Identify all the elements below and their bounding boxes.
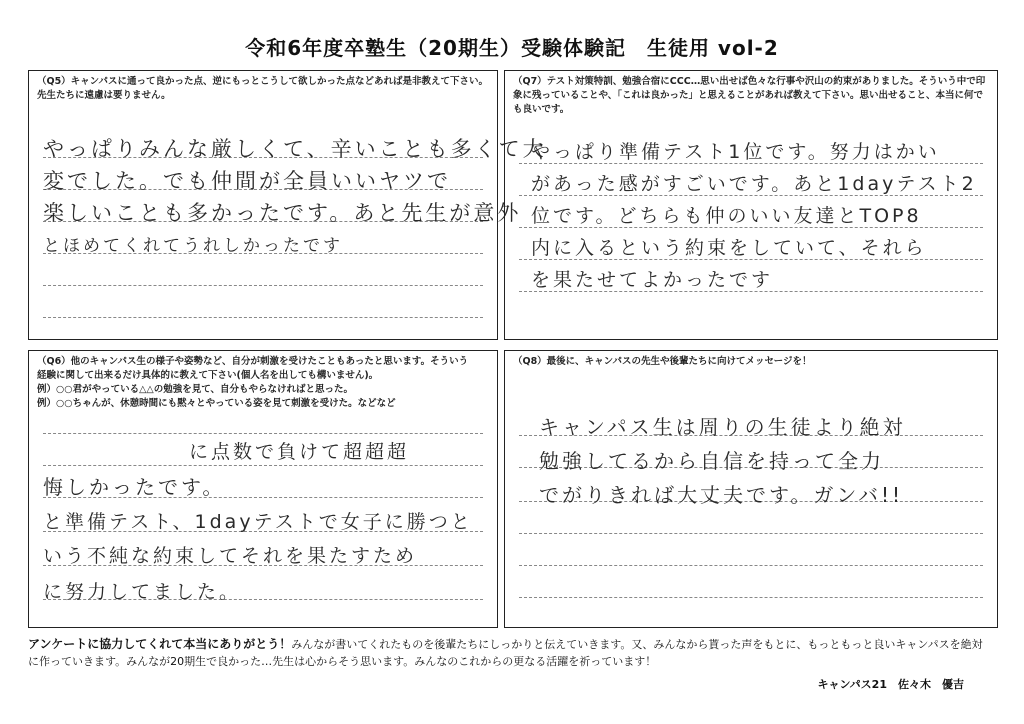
q5-answer-line-3: 楽しいことも多かったです。あと先生が意外 bbox=[43, 201, 522, 225]
q8-answer-line-3: でがりきれば大丈夫です。ガンバ!! bbox=[539, 483, 904, 507]
q6-question-line-4: 例）○○ちゃんが、休憩時間にも黙々とやっている姿を見て刺激を受けた。などなど bbox=[37, 398, 396, 409]
q7-answer-line-1: やっぱり準備テスト1位です。努力はかい bbox=[531, 141, 940, 163]
q6-answer-line-3: と準備テスト、1dayテストで女子に勝つと bbox=[43, 511, 473, 533]
q6-question-line-2: 経験に関して出来るだけ具体的に教えて下さい(個人名を出しても構いません)。 bbox=[37, 370, 379, 381]
signature: キャンパス21 佐々木 優吉 bbox=[817, 678, 964, 691]
q8-box bbox=[504, 350, 998, 628]
q5-question: （Q5）キャンパスに通って良かった点、逆にもっとこうして欲しかった点などあれば是非教えて下さい。先生たちに遠慮は要りません。 bbox=[37, 76, 489, 101]
q7-question: （Q7）テスト対策特訓、勉強合宿にCCC…思い出せば色々な行事や沢山の約束がありました。そういう中で印象に残っていることや、「これは良かった」と思えることがあれば教えて下さい。思い出せること、本当に何でも良いです。 bbox=[513, 76, 986, 115]
q5-box bbox=[28, 70, 547, 340]
footer-body: みんなが書いてくれたものを後輩たちにしっかりと伝えていきます。又、みんなから貰った声をもとに、もっともっと良いキャンパスを絶対に作っていきます。みんなが20期生で良かった…先生は心からそう思います。みんなのこれからの更なる活躍を祈っています！ bbox=[28, 638, 983, 668]
q7-answer-line-3: 位です。どちらも仲のいい友達とTOP8 bbox=[531, 205, 922, 227]
footer-lead: アンケートに協力してくれて本当にありがとう！ bbox=[28, 637, 292, 651]
q6-answer-line-4: いう不純な約束してそれを果たすため bbox=[43, 545, 418, 567]
page-title: 令和6年度卒塾生（20期生）受験体験記 生徒用 vol-2 bbox=[245, 36, 779, 60]
q6-answer-line-2: 悔しかったです。 bbox=[43, 475, 226, 499]
q6-answer-line-1: に点数で負けて超超超 bbox=[189, 441, 410, 463]
q5-answer-line-4: とほめてくれてうれしかったです bbox=[43, 236, 343, 256]
q7-box bbox=[504, 70, 998, 340]
q6-question-line-1: （Q6）他のキャンパス生の様子や姿勢など、自分が刺激を受けたこともあったと思います。そういう bbox=[37, 356, 469, 367]
q8-answer-line-2: 勉強してるから自信を持って全力 bbox=[539, 449, 884, 473]
q6-answer-line-5: に努力してました。 bbox=[43, 581, 242, 603]
q8-question: （Q8）最後に、キャンパスの先生や後輩たちに向けてメッセージを！ bbox=[513, 356, 812, 367]
q5-answer-line-1: やっぱりみんな厳しくて、辛いことも多くて大 bbox=[43, 137, 547, 161]
q7-answer-line-5: を果たせてよかったです bbox=[531, 269, 774, 291]
q6-question-line-3: 例）○○君がやっている△△の勉強を見て、自分もやらなければと思った。 bbox=[37, 384, 354, 395]
q5-answer-line-2: 変でした。でも仲間が全員いいヤツで bbox=[43, 169, 451, 193]
q6-box bbox=[28, 350, 498, 628]
q7-answer-line-4: 内に入るという約束をしていて、それら bbox=[531, 237, 927, 259]
q8-answer-line-1: キャンパス生は周りの生徒より絶対 bbox=[539, 415, 906, 439]
q7-answer-line-2: があった感がすごいです。あと1dayテスト2 bbox=[531, 173, 977, 195]
footer-message bbox=[28, 636, 988, 670]
